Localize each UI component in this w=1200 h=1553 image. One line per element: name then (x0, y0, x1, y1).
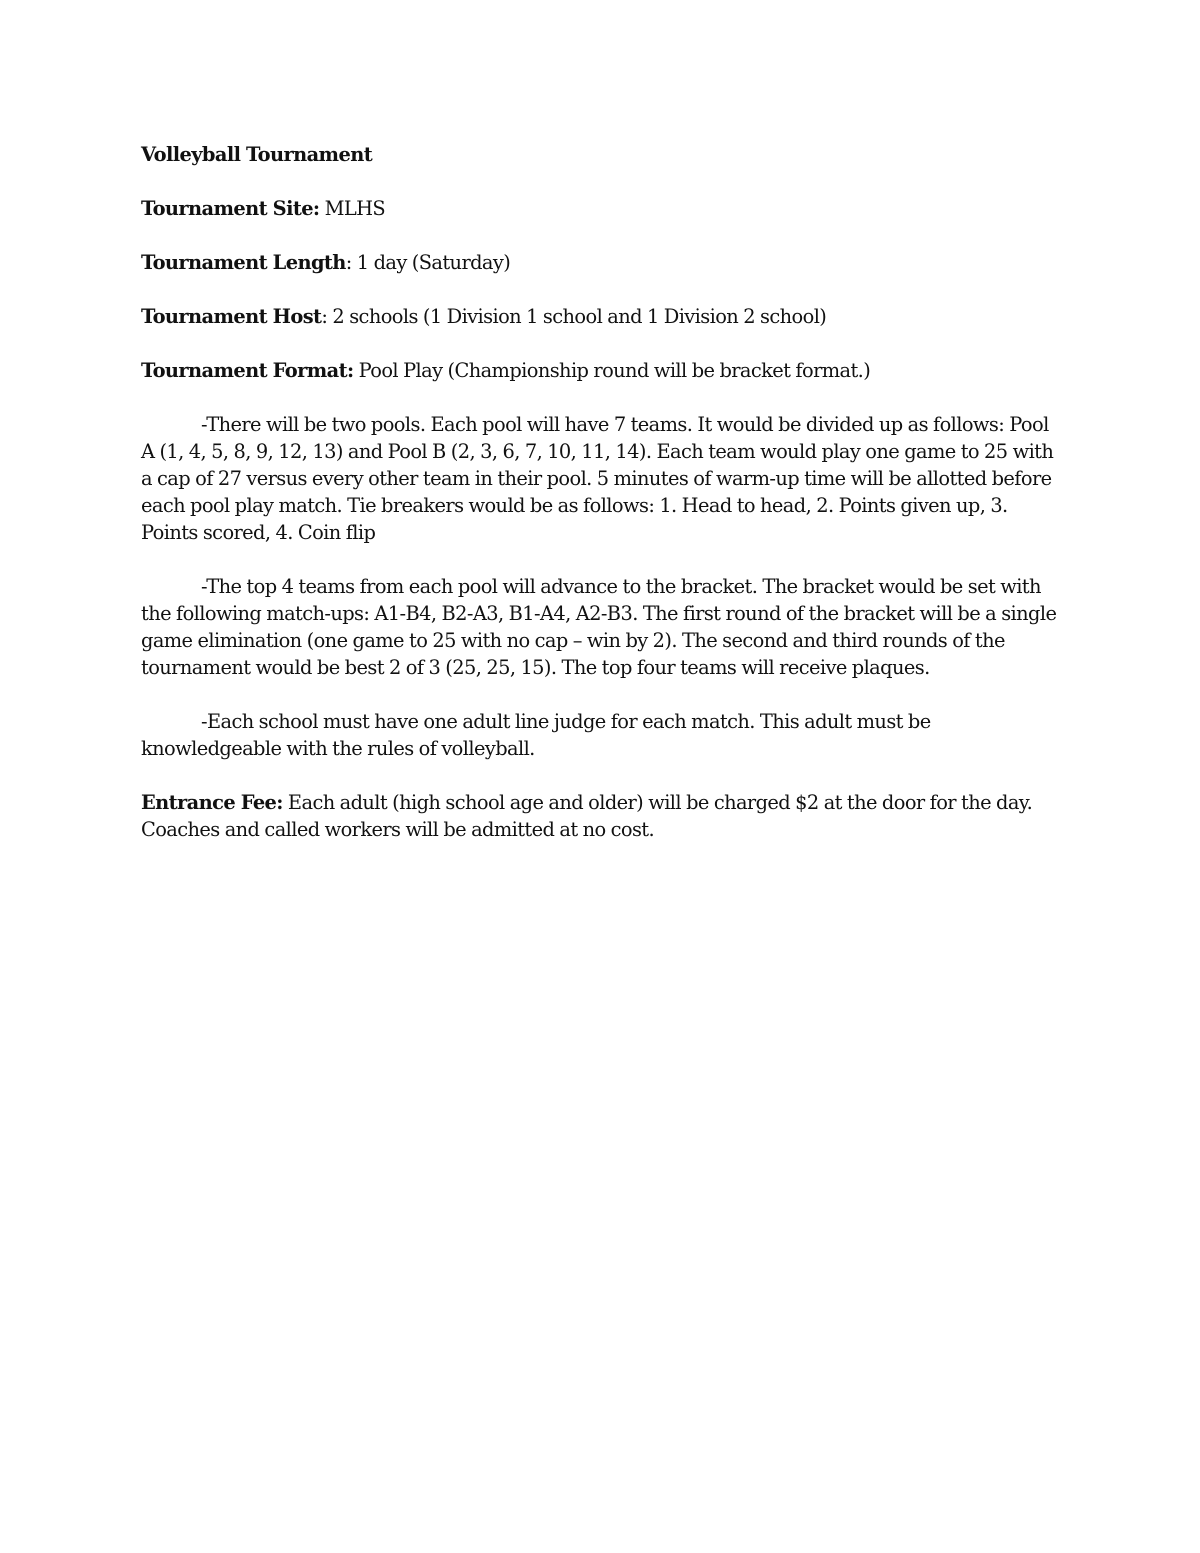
paragraph-bracket: -The top 4 teams from each pool will advance to the bracket. The bracket would be set with the following match-ups: A1-B4, B2-A3, B1-A4, A2-B3. The first round of the bracket will be a single game elimination (one game to 25 with no cap – win by 2). The second and third rounds of the tournament would be best 2 of 3 (25, 25, 15). The top four teams will receive plaques. (141, 575, 1057, 679)
field-value: Each adult (high school age and older) will be charged $2 at the door for the day. Coaches and called workers will be admitted at no cost. (141, 791, 1033, 841)
field-tournament-host (141, 303, 1061, 330)
field-entrance-fee (141, 789, 1061, 843)
field-value: : 1 day (Saturday) (345, 251, 511, 274)
field-label: Entrance Fee: (141, 791, 283, 814)
field-tournament-site (141, 195, 1061, 222)
paragraph-line-judge: -Each school must have one adult line judge for each match. This adult must be knowledgeable with the rules of volleyball. (141, 710, 931, 760)
field-tournament-format (141, 357, 1061, 384)
field-value: : 2 schools (1 Division 1 school and 1 Division 2 school) (321, 305, 827, 328)
field-label: Tournament Site: (141, 197, 320, 220)
document-title (141, 141, 1061, 168)
field-tournament-length (141, 249, 1061, 276)
field-label: Tournament Host (141, 305, 322, 328)
document-body (141, 141, 1061, 870)
field-label: Tournament Format: (141, 359, 354, 382)
field-value: MLHS (319, 197, 386, 220)
field-value: Pool Play (Championship round will be bracket format.) (353, 359, 871, 382)
paragraph-pools: -There will be two pools. Each pool will have 7 teams. It would be divided up as follows: Pool A (1, 4, 5, 8, 9, 12, 13) and Pool B (2, 3, 6, 7, 10, 11, 14). Each team would play one game to 25 with a cap of 27 versus every other team in their pool. 5 minutes of warm-up time will be allotted before each pool play match. Tie breakers would be as follows: 1. Head to head, 2. Points given up, 3. Points scored, 4. Coin flip (141, 413, 1054, 544)
field-label: Tournament Length (141, 251, 346, 274)
title-text: Volleyball Tournament (141, 143, 373, 166)
